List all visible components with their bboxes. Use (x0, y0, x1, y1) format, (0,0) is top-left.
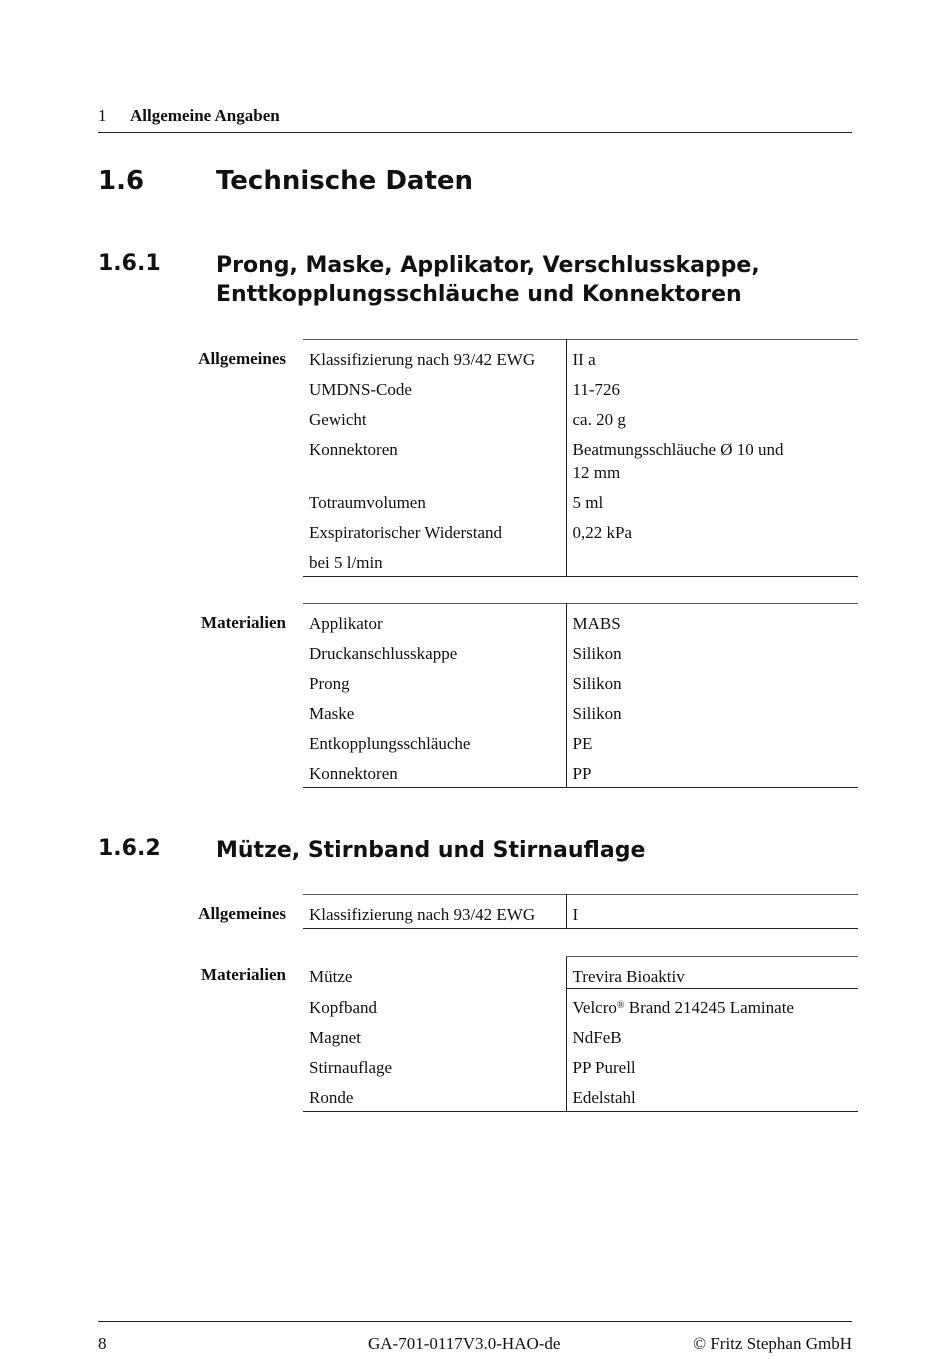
material-value: PE (566, 725, 858, 755)
table-row (303, 544, 858, 577)
spec-value: 5 ml (566, 484, 858, 514)
spec-value-line1: Beatmungsschläuche Ø 10 und (572, 440, 784, 459)
page-footer (98, 1321, 852, 1353)
document-id: GA-701-0117V3.0-HAO-de (368, 1334, 561, 1353)
spec-key: bei 5 l/min (309, 553, 383, 572)
running-header (98, 106, 852, 133)
material-value (566, 989, 858, 1020)
material-part: Stirnauflage (309, 1058, 393, 1077)
spec-table (303, 339, 858, 577)
material-value: Silikon (566, 635, 858, 665)
table-row (303, 1049, 858, 1079)
materials-table (303, 603, 858, 788)
material-part: Prong (309, 674, 350, 693)
spec-key: Exspiratorischer Widerstand (309, 523, 503, 542)
section-heading (98, 165, 858, 199)
spec-value: 0,22 kPa (566, 514, 858, 544)
spec-key: Klassifizierung nach 93/42 EWG (309, 350, 536, 369)
chapter-title: Allgemeine Angaben (130, 106, 280, 125)
spec-value: II a (566, 340, 858, 372)
subsection-title (216, 251, 856, 309)
material-value: MABS (566, 604, 858, 636)
subsection-title: Mütze, Stirnband und Stirnauflage (216, 838, 646, 863)
table-row (303, 1019, 858, 1049)
subsection-number: 1.6.1 (98, 251, 161, 276)
subsection-title-line1: Prong, Maske, Applikator, Verschlusskappe, (216, 253, 760, 278)
table-row (303, 484, 858, 514)
section-number: 1.6 (98, 166, 145, 196)
table-row (303, 431, 858, 484)
copyright: © Fritz Stephan GmbH (693, 1334, 852, 1353)
material-value: PP Purell (566, 1049, 858, 1079)
spec-key: Totraumvolumen (309, 493, 426, 512)
section-title: Technische Daten (216, 166, 474, 196)
spec-value: ca. 20 g (566, 401, 858, 431)
spec-key: Konnektoren (309, 440, 398, 459)
table-row (303, 401, 858, 431)
group-label: Materialien (201, 613, 286, 632)
table-row (303, 514, 858, 544)
table-row (303, 665, 858, 695)
brand-suffix: Brand 214245 Laminate (624, 998, 794, 1017)
table-row (303, 725, 858, 755)
table-row (303, 755, 858, 788)
registered-mark: ® (616, 1000, 625, 1011)
material-part: Mütze (309, 966, 353, 986)
subsection-heading-2 (98, 836, 858, 866)
materials-table (303, 956, 858, 1112)
material-part: Maske (309, 704, 355, 723)
page-number: 8 (98, 1334, 107, 1353)
table-row (303, 340, 858, 372)
material-value: Silikon (566, 695, 858, 725)
subsection-heading-1 (98, 251, 858, 313)
spec-key: Klassifizierung nach 93/42 EWG (309, 905, 536, 924)
spec-value: I (566, 895, 858, 929)
spec-key: UMDNS-Code (309, 380, 412, 399)
material-part: Druckanschlusskappe (309, 644, 458, 663)
spec-value-line2: 12 mm (572, 463, 621, 482)
table-row (303, 371, 858, 401)
spec-key: Gewicht (309, 410, 367, 429)
table-row (303, 1079, 858, 1112)
material-part: Entkopplungsschläuche (309, 734, 471, 753)
table-row (303, 895, 858, 929)
brand-name: Velcro (572, 998, 617, 1017)
material-part: Applikator (309, 614, 383, 633)
material-value: Silikon (566, 665, 858, 695)
group-label: Materialien (201, 965, 286, 984)
material-value: NdFeB (566, 1019, 858, 1049)
table-row (303, 957, 858, 989)
table-row (303, 635, 858, 665)
table-row (303, 989, 858, 1020)
material-part: Ronde (309, 1088, 354, 1107)
material-value: Trevira Bioaktiv (566, 957, 858, 989)
material-value: Edelstahl (566, 1079, 858, 1112)
group-label: Allgemeines (198, 349, 286, 368)
material-part: Konnektoren (309, 764, 398, 783)
material-value: PP (566, 755, 858, 788)
spec-table (303, 894, 858, 929)
subsection-number: 1.6.2 (98, 836, 161, 861)
material-part: Kopfband (309, 997, 377, 1017)
table-row (303, 695, 858, 725)
table-row (303, 604, 858, 636)
subsection-title-line2: Enttkopplungsschläuche und Konnektoren (216, 282, 742, 307)
spec-value: 11-726 (566, 371, 858, 401)
spec-value (566, 544, 858, 577)
material-part: Magnet (309, 1028, 361, 1047)
group-label: Allgemeines (198, 904, 286, 923)
spec-value (566, 431, 858, 484)
chapter-number: 1 (98, 106, 107, 125)
